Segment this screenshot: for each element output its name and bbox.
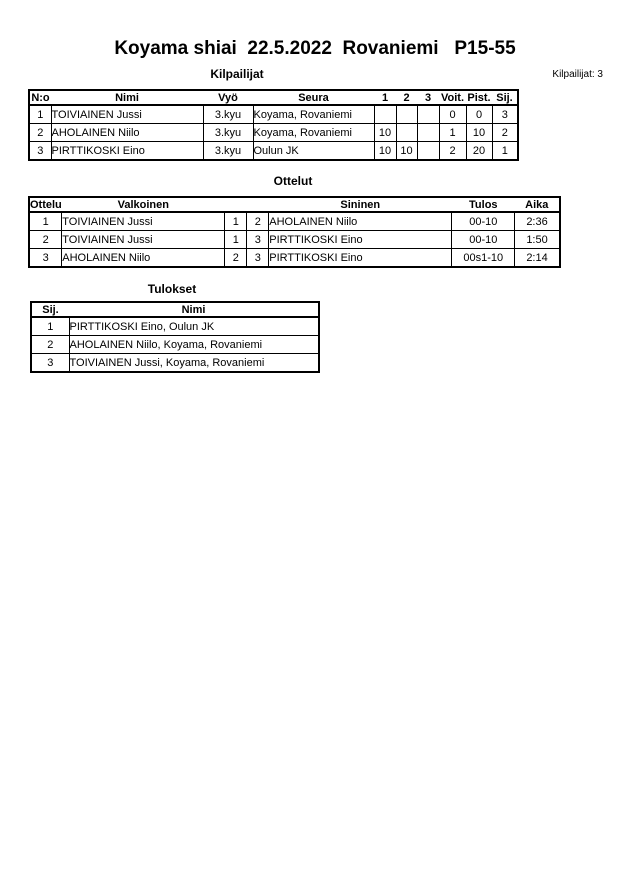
column-header: Sij. [492, 90, 518, 105]
table-row [29, 249, 560, 268]
cell: 2 [492, 124, 518, 142]
table-kilpailijat [28, 89, 519, 161]
cell: 1 [29, 212, 62, 231]
table-row [29, 124, 518, 142]
cell: 10 [374, 142, 396, 161]
column-header: Pist. [467, 91, 491, 104]
column-header: Sij. [31, 302, 69, 317]
cell: 2:36 [515, 212, 560, 231]
cell: 0 [466, 105, 492, 124]
cell: 3 [29, 142, 51, 161]
cell: 2 [29, 124, 51, 142]
cell: 1 [225, 231, 247, 249]
column-header: Vyö [203, 90, 253, 105]
column-header: Valkoinen [62, 197, 225, 212]
cell: 10 [466, 124, 492, 142]
cell: 10 [396, 142, 417, 161]
table-tulokset [30, 301, 320, 373]
cell: 00s1-10 [452, 249, 515, 268]
competitors-count: Kilpailijat: 3 [552, 69, 603, 80]
cell: 20 [466, 142, 492, 161]
column-header: Seura [253, 90, 374, 105]
cell [417, 124, 439, 142]
cell: 1 [439, 124, 466, 142]
cell: 3 [247, 249, 269, 268]
cell: TOIVIAINEN Jussi [51, 105, 203, 124]
table-row [29, 142, 518, 161]
column-header [247, 197, 269, 212]
cell: PIRTTIKOSKI Eino [51, 142, 203, 161]
cell: 2:14 [515, 249, 560, 268]
column-header: N:o [29, 90, 51, 105]
cell: 1:50 [515, 231, 560, 249]
cell: 1 [29, 105, 51, 124]
table-row [31, 336, 319, 354]
cell: TOIVIAINEN Jussi [62, 212, 225, 231]
cell [374, 105, 396, 124]
cell: 0 [439, 105, 466, 124]
cell: TOIVIAINEN Jussi, Koyama, Rovaniemi [69, 354, 319, 373]
column-header: Sininen [269, 197, 452, 212]
cell: 2 [439, 142, 466, 161]
table-row [31, 354, 319, 373]
column-header: Aika [515, 197, 560, 212]
cell: 1 [31, 317, 69, 336]
cell: 3 [31, 354, 69, 373]
column-header: 3 [417, 90, 439, 105]
column-header: Voit. [440, 91, 464, 104]
cell: 2 [31, 336, 69, 354]
table-row [29, 231, 560, 249]
section-heading-ottelut: Ottelut [273, 174, 313, 188]
cell: 3 [29, 249, 62, 268]
cell: PIRTTIKOSKI Eino [269, 231, 452, 249]
table-row [31, 317, 319, 336]
cell: AHOLAINEN Niilo, Koyama, Rovaniemi [69, 336, 319, 354]
cell: Oulun JK [253, 142, 374, 161]
cell [396, 105, 417, 124]
table-header-row [29, 90, 518, 105]
column-header: 2 [396, 90, 417, 105]
cell: Koyama, Rovaniemi [253, 105, 374, 124]
cell: Koyama, Rovaniemi [253, 124, 374, 142]
cell [417, 142, 439, 161]
cell [396, 124, 417, 142]
table-header-row [29, 197, 560, 212]
column-header: Nimi [51, 90, 203, 105]
cell: 3 [492, 105, 518, 124]
cell: 3.kyu [203, 105, 253, 124]
section-heading-tulokset: Tulokset [147, 282, 197, 296]
cell: AHOLAINEN Niilo [62, 249, 225, 268]
cell: 2 [225, 249, 247, 268]
column-header: Tulos [452, 197, 515, 212]
cell: 2 [247, 212, 269, 231]
table-row [29, 212, 560, 231]
cell: 00-10 [452, 212, 515, 231]
cell: 1 [492, 142, 518, 161]
cell: AHOLAINEN Niilo [51, 124, 203, 142]
cell: TOIVIAINEN Jussi [62, 231, 225, 249]
page-title: Koyama shiai 22.5.2022 Rovaniemi P15-55 [114, 38, 516, 59]
cell: 3.kyu [203, 142, 253, 161]
cell: 2 [29, 231, 62, 249]
cell: 3.kyu [203, 124, 253, 142]
cell: 1 [225, 212, 247, 231]
cell: 3 [247, 231, 269, 249]
column-header: Nimi [69, 302, 319, 317]
column-header: Ottelu [30, 198, 62, 211]
table-header-row [31, 302, 319, 317]
column-header [225, 197, 247, 212]
table-row [29, 105, 518, 124]
cell: 00-10 [452, 231, 515, 249]
cell: PIRTTIKOSKI Eino [269, 249, 452, 268]
cell: AHOLAINEN Niilo [269, 212, 452, 231]
table-ottelut [28, 196, 561, 268]
cell [417, 105, 439, 124]
cell: PIRTTIKOSKI Eino, Oulun JK [69, 317, 319, 336]
section-heading-kilpailijat: Kilpailijat [210, 67, 264, 81]
column-header: 1 [374, 90, 396, 105]
cell: 10 [374, 124, 396, 142]
